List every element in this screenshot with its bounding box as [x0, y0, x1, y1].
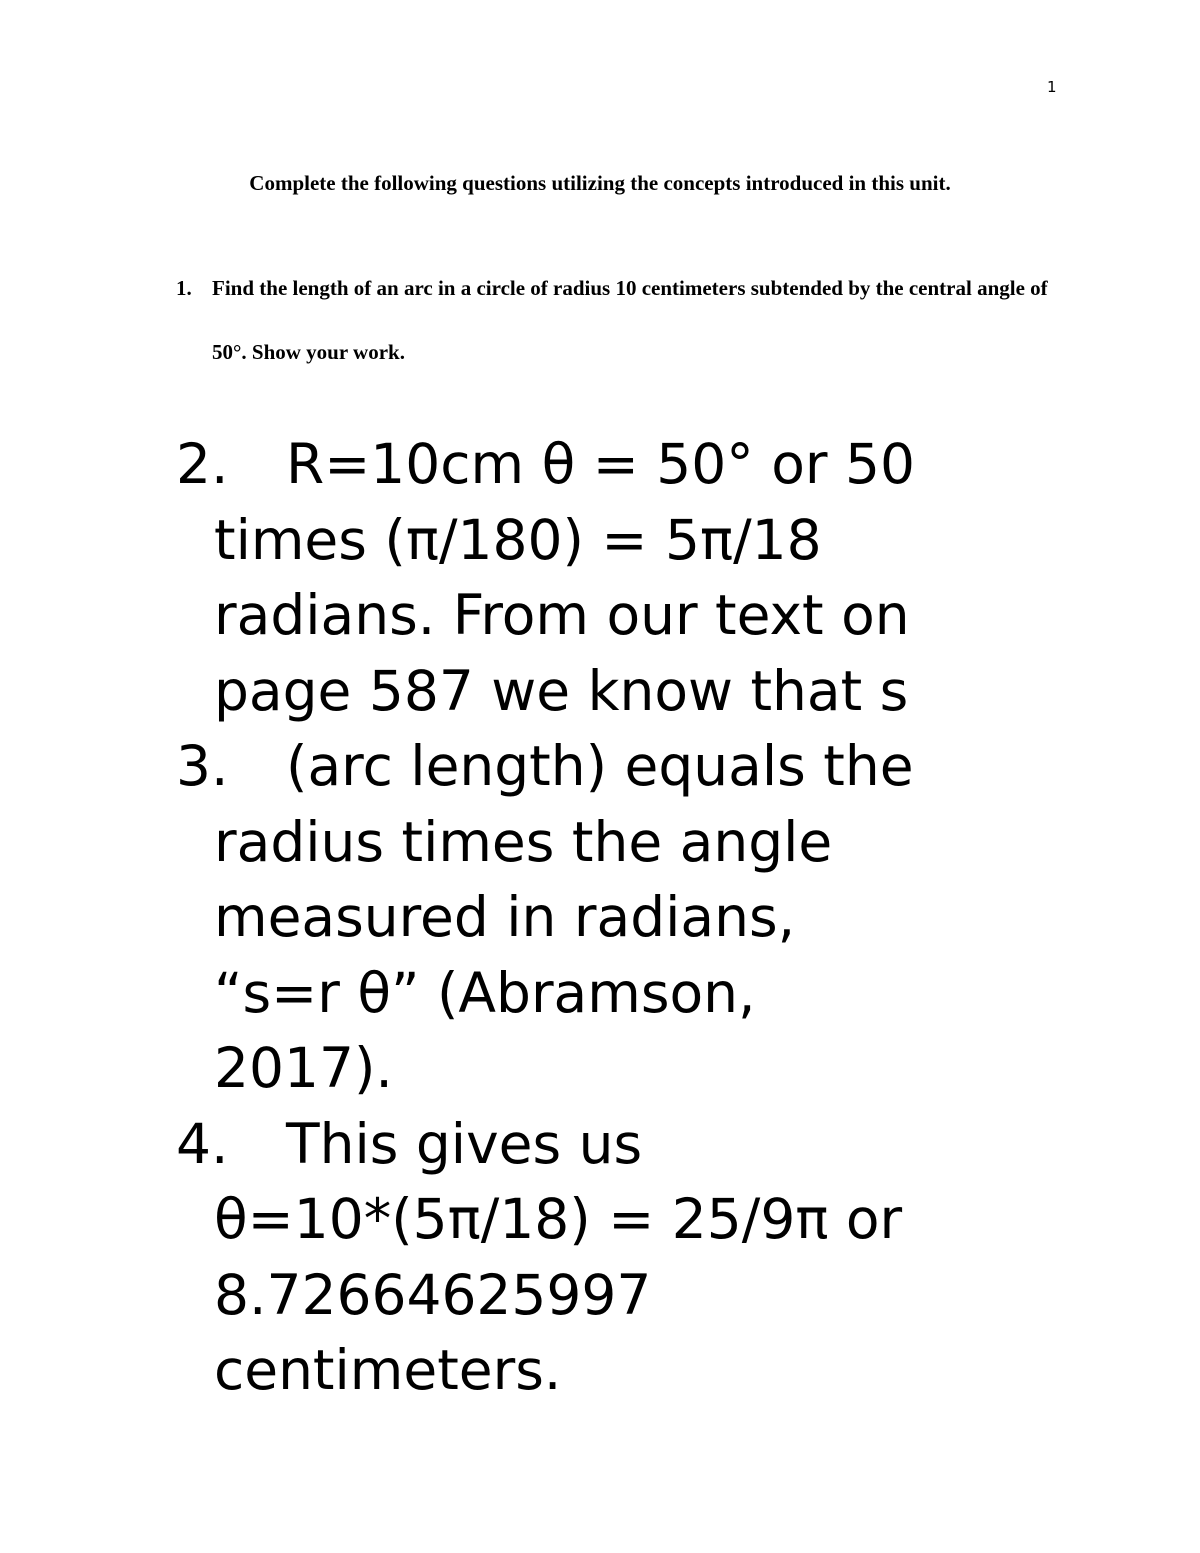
answer-line: radius times the angle — [214, 809, 833, 874]
answer-line: measured in radians, — [214, 885, 796, 949]
answer-line: R=10cm θ = 50° or 50 — [286, 432, 915, 496]
answer-list — [176, 427, 1076, 1409]
question-number: 1. — [176, 276, 192, 300]
instructions-heading: Complete the following questions utilizing the concepts introduced in this unit. — [249, 171, 951, 195]
answer-item-2 — [176, 427, 1076, 729]
question-text: Find the length of an arc in a circle of radius 10 centimeters subtended by the central angle of 50°. Show your work. — [212, 276, 1048, 364]
answer-text — [214, 1107, 1076, 1409]
answer-number: 2. — [176, 432, 229, 496]
answer-item-3 — [176, 729, 1076, 1107]
answer-line: (arc length) equals the — [286, 734, 914, 798]
question-1 — [176, 256, 1056, 384]
answer-line: 2017). — [214, 1036, 393, 1100]
answer-line: “s=r θ” (Abramson, — [214, 960, 756, 1025]
page-number: 1 — [1047, 78, 1057, 96]
answer-line: radians. From our text on — [214, 583, 910, 647]
answer-line: centimeters. — [214, 1338, 562, 1402]
answer-line: 8.72664625997 — [214, 1262, 652, 1327]
answer-item-4 — [176, 1107, 1076, 1409]
answer-text — [214, 729, 1076, 1107]
answer-line: θ=10*(5π/18) = 25/9π or — [214, 1187, 903, 1251]
answer-text — [214, 427, 1076, 729]
answer-number: 3. — [176, 734, 229, 798]
answer-line: page 587 we know that s — [214, 658, 909, 723]
answer-line: times (π/180) = 5π/18 — [214, 507, 822, 572]
answer-line: This gives us — [286, 1111, 643, 1176]
answer-number: 4. — [176, 1111, 229, 1176]
